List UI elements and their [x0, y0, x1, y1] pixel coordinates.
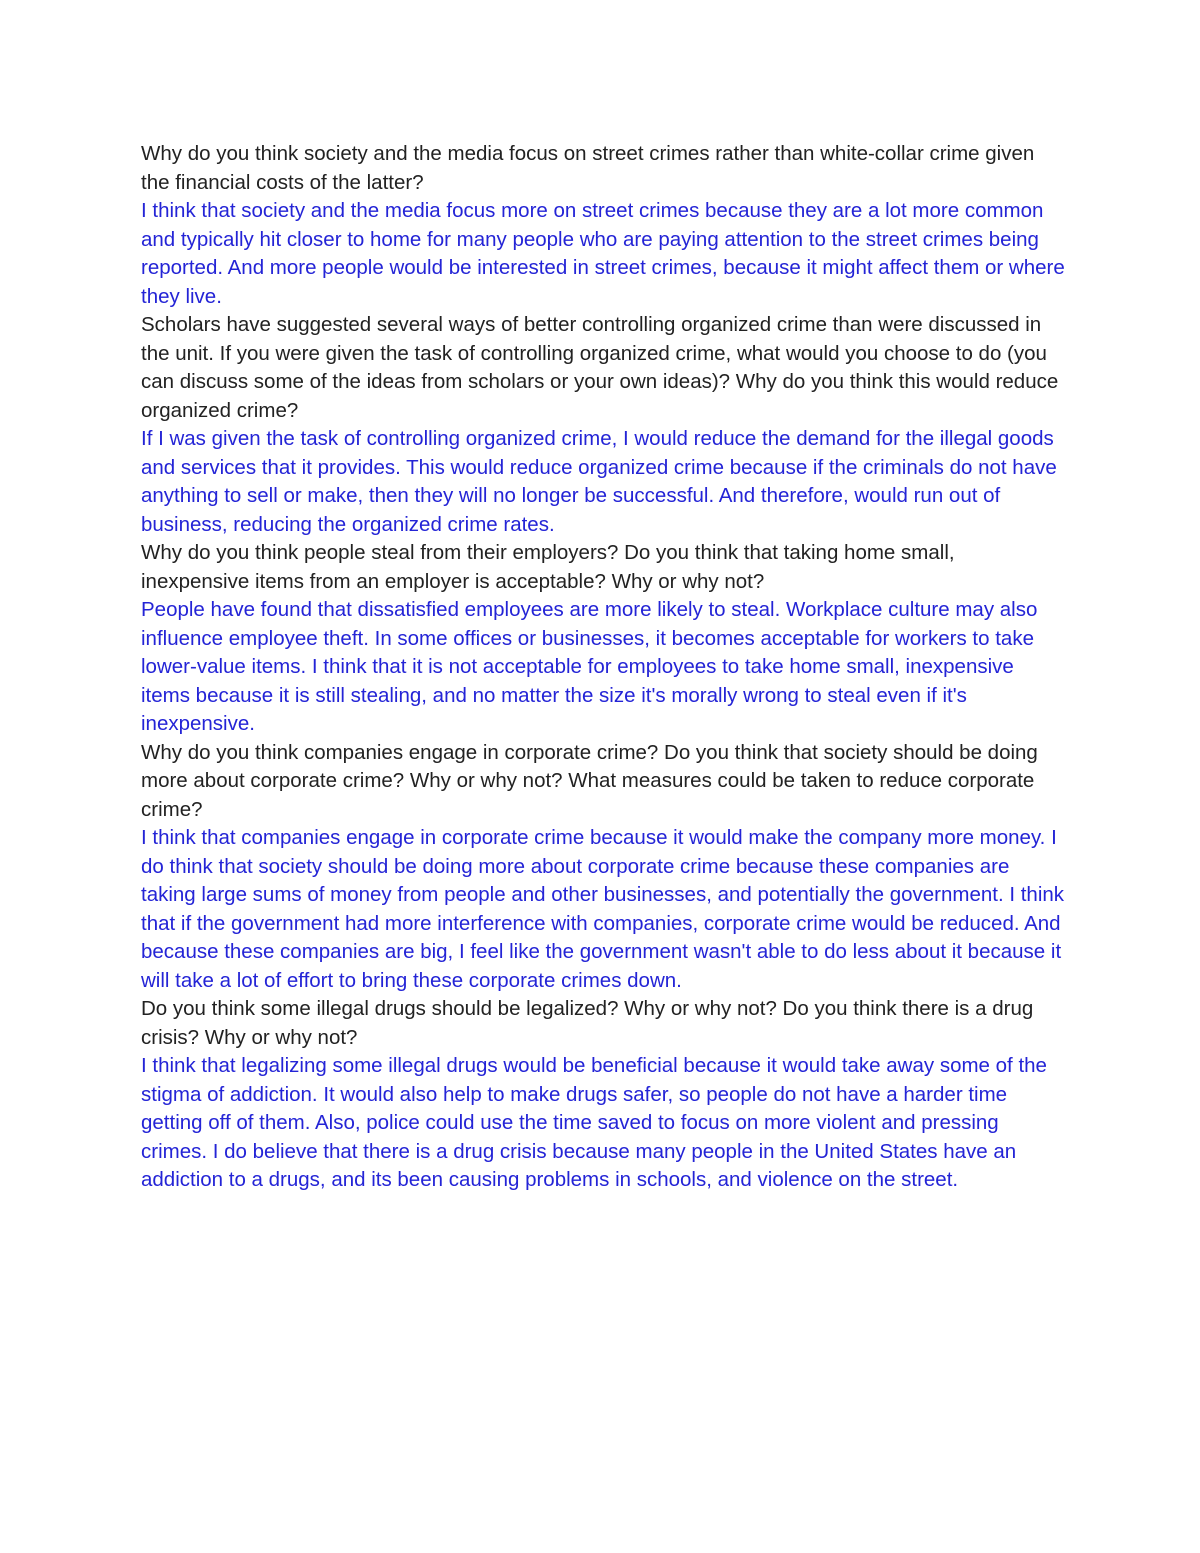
answer-3: People have found that dissatisfied employees are more likely to steal. Workplace culture may also influence employee theft. In some offices or businesses, it becomes acceptable for workers to take lower-value items. I think that it is not acceptable for employees to take home small, inexpensive items because it is still stealing, and no matter the size it's morally wrong to steal even if it's inexpensive. — [141, 598, 1038, 735]
answer-1: I think that society and the media focus more on street crimes because they are a lot more common and typically hit closer to home for many people who are paying attention to the street crimes being reported. And more people would be interested in street crimes, because it might affect them or where they live. — [141, 199, 1065, 308]
answer-2: If I was given the task of controlling organized crime, I would reduce the demand for the illegal goods and services that it provides. This would reduce organized crime because if the criminals do not have anything to sell or make, then they will no longer be successful. And therefore, would run out of business, reducing the organized crime rates. — [141, 427, 1057, 536]
question-5: Do you think some illegal drugs should be legalized? Why or why not? Do you think there is a drug crisis? Why or why not? — [141, 997, 1034, 1049]
question-4: Why do you think companies engage in corporate crime? Do you think that society should be doing more about corporate crime? Why or why not? What measures could be taken to reduce corporate crime? — [141, 740, 1038, 821]
answer-4: I think that companies engage in corporate crime because it would make the company more money. I do think that society should be doing more about corporate crime because these companies are taking large sums of money from people and other businesses, and potentially the government. I think that if the government had more interference with companies, corporate crime would be reduced. And because these companies are big, I feel like the government wasn't able to do less about it because it will take a lot of effort to bring these corporate crimes down. — [141, 826, 1065, 992]
question-1: Why do you think society and the media focus on street crimes rather than white-collar crime given the financial costs of the latter? — [141, 142, 1035, 194]
answer-5: I think that legalizing some illegal drugs would be beneficial because it would take away some of the stigma of addiction. It would also help to make drugs safer, so people do not have a harder time getting off of them. Also, police could use the time saved to focus on more violent and pressing crimes. I do believe that there is a drug crisis because many people in the United States have an addiction to a drugs, and its been causing problems in schools, and violence on the street. — [141, 1054, 1047, 1191]
question-3: Why do you think people steal from their employers? Do you think that taking home small, inexpensive items from an employer is acceptable? Why or why not? — [141, 541, 955, 593]
question-2: Scholars have suggested several ways of better controlling organized crime than were discussed in the unit. If you were given the task of controlling organized crime, what would you choose to do (you can discuss some of the ideas from scholars or your own ideas)? Why do you think this would reduce organized crime? — [141, 313, 1059, 422]
document-body — [141, 140, 1066, 1195]
